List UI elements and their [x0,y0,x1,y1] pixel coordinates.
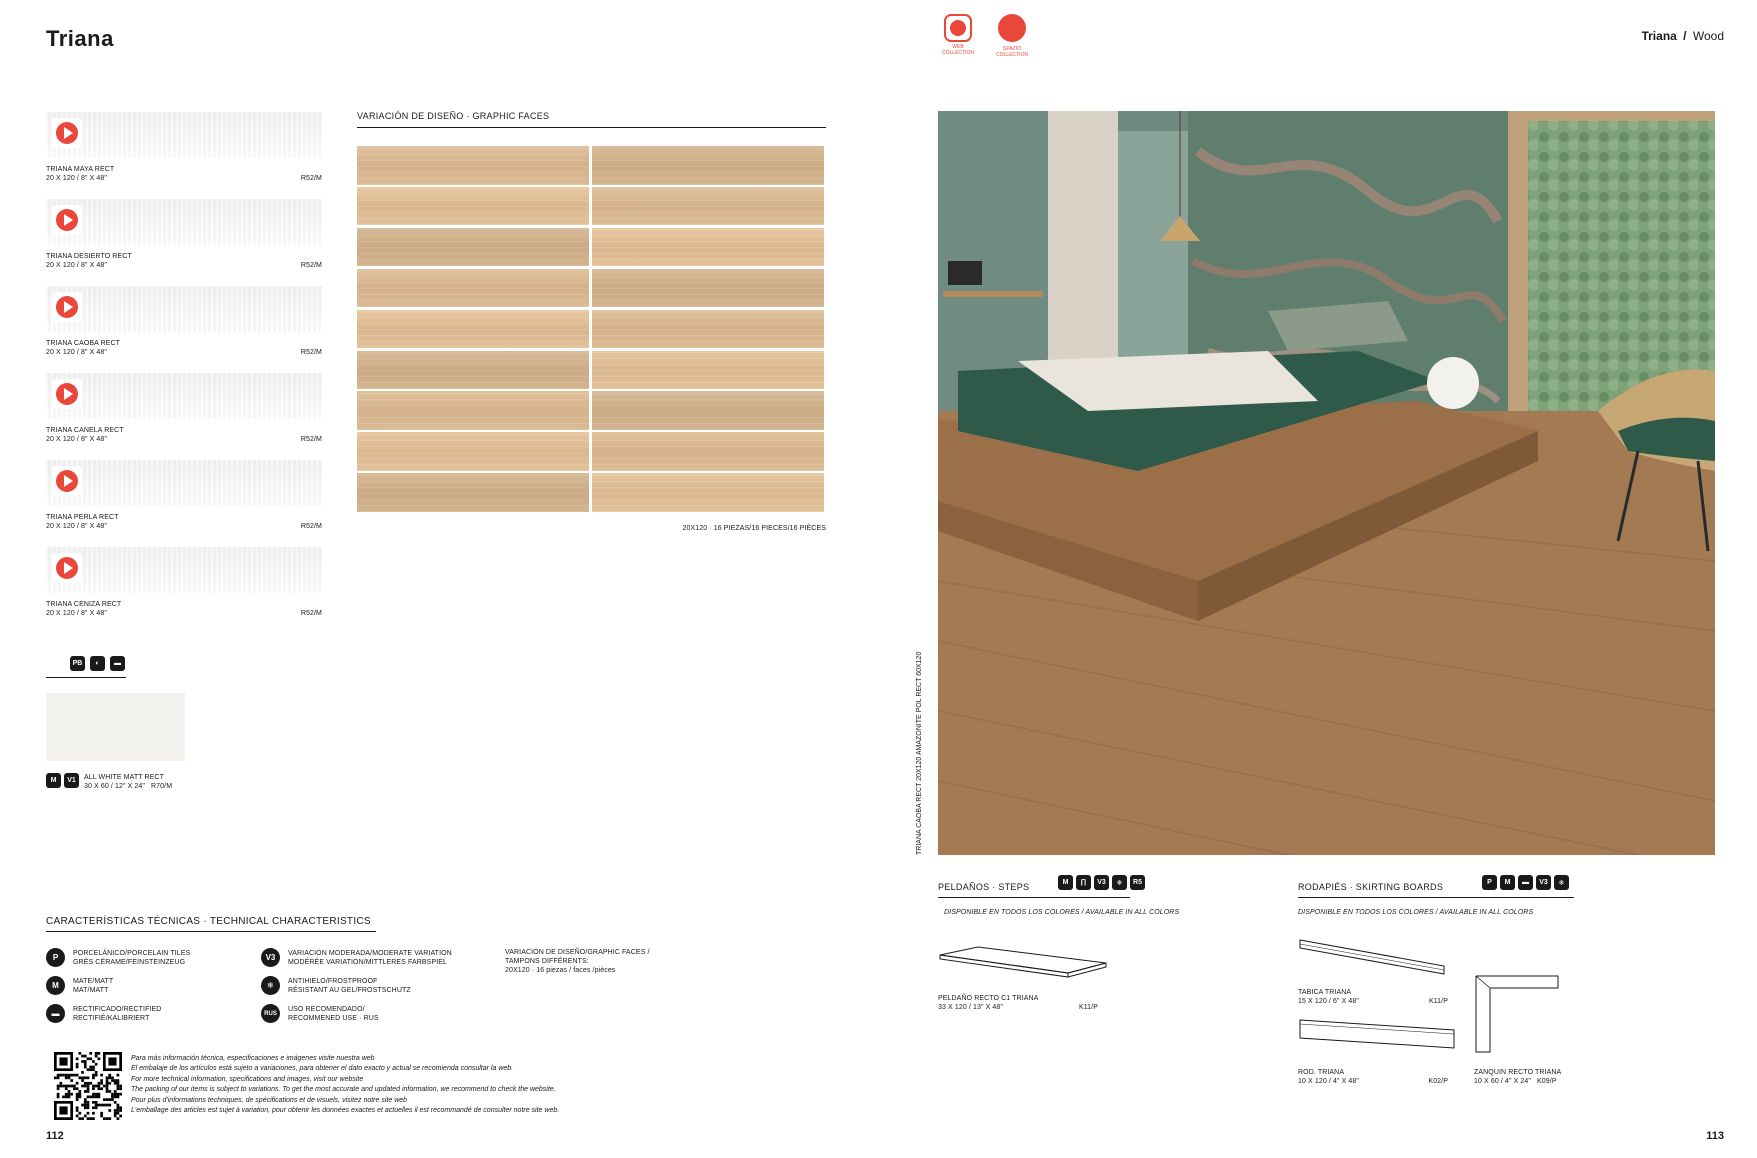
tile-list [46,112,324,634]
design-variation-caption: 20X120 · 16 PIEZAS/16 PIECES/16 PIÈCES [682,525,826,532]
breadcrumb-collection: Triana [1641,29,1677,43]
breadcrumb [1641,29,1724,43]
skirting-item-code: K11/P [1428,998,1448,1005]
tile-size: 20 X 120 / 8" X 48" [46,349,107,356]
tech-col-1 [46,948,256,1023]
white-tile-swatch [46,693,185,761]
tech-item-line1: MATE/MATT [73,977,114,985]
tech-col-2 [261,948,491,1023]
glaze-icon: ◐ [90,656,105,671]
page-title: Triana [46,26,114,51]
room-illustration [938,111,1715,855]
plank-face [357,269,589,308]
skirting-item-size: 10 X 120 / 4" X 48" [1298,1078,1359,1085]
breadcrumb-category: Wood [1692,29,1724,43]
tile-item [46,460,324,547]
tile-swatch [46,286,322,332]
zanquin-drawing [1474,974,1560,1054]
tech-item-line2: MODÉRÉE VARIATION/MITTLERES FARBSPIEL [288,958,448,966]
wall-icons-rule [46,677,126,678]
tile-size: 20 X 120 / 8" X 48" [46,175,107,182]
tile-name: TRIANA DESIERTO RECT [46,253,132,260]
plank-face [357,228,589,267]
info-line: Para más información técnica, especificaciones e imágenes visite nuestra web [131,1055,375,1062]
tech-item-line1: ANTIHIELO/FROSTPROOF [288,977,378,985]
logo-label: SPAZIO [1003,46,1021,52]
skirting-item-code: K09/P [1537,1078,1557,1085]
skirting-item [1474,1068,1584,1086]
wall-tile-name: ALL WHITE MATT RECT [84,774,164,781]
rectified-icon: ▬ [46,1004,65,1023]
page-number-left: 112 [46,1130,64,1142]
r5-badge: R5 [1130,875,1145,890]
variation-note [505,948,675,975]
steps-heading: PELDAÑOS · STEPS [938,882,1030,892]
right-page [878,0,1757,1158]
tile-code: R52/M [300,349,322,356]
v1-badge: V1 [64,773,79,788]
tech-item-line1: USO RECOMENDADO/ [288,1005,365,1013]
porcelain-badge: P [1482,875,1497,890]
step-item-size: 33 X 120 / 13" X 48" [938,1004,1003,1011]
tile-size: 20 X 120 / 8" X 48" [46,610,107,617]
tile-item [46,112,324,199]
skirting-item-name: ZANQUIN RECTO TRIANA [1474,1069,1562,1076]
wall-tile-size: 30 X 60 / 12" X 24" [84,783,145,790]
web-collection-logo [940,14,976,56]
wall-tile-icons [70,656,128,671]
skirting-heading: RODAPIÉS · SKIRTING BOARDS [1298,882,1444,892]
tile-code: R52/M [300,175,322,182]
skirting-item-size: 15 X 120 / 6" X 48" [1298,998,1359,1005]
tile-size: 20 X 120 / 8" X 48" [46,262,107,269]
plank-face [592,473,824,512]
play-video-button[interactable] [52,292,82,322]
pb-icon: PB [70,656,85,671]
step-item-code: K11/P [1078,1004,1098,1011]
plank-face [592,432,824,471]
play-icon [56,296,78,318]
tile-name: TRIANA PERLA RECT [46,514,119,521]
frostproof-icon: ❄ [261,976,280,995]
plank-face [592,228,824,267]
play-video-button[interactable] [52,118,82,148]
step-item [938,994,1098,1012]
tech-item-line1: RECTIFICADO/RECTIFIED [73,1005,162,1013]
tile-item [46,199,324,286]
tech-item [46,948,256,967]
play-icon [56,209,78,231]
tech-item [261,1004,491,1023]
tile-size: 20 X 120 / 8" X 48" [46,436,107,443]
variation-note-line: VARIACIÓN DE DISEÑO/GRAPHIC FACES / [505,949,650,956]
tech-item [261,948,491,967]
tile-item [46,373,324,460]
tile-swatch [46,547,322,593]
tech-item-line2: RÉSISTANT AU GEL/FROSTSCHUTZ [288,986,411,994]
rodapie-drawing [1298,1018,1458,1054]
tech-item [46,1004,256,1023]
info-line: El embalaje de los artículos está sujeto a variaciones, para obtener el dato exacto y actual se recomienda consultar la web. [131,1064,514,1072]
v3-badge: V3 [1536,875,1551,890]
tech-rule [46,931,376,932]
skirting-badges [1482,875,1572,890]
frostproof-icon: ❄ [1112,875,1127,890]
plank-face [592,146,824,185]
frostproof-icon: ❄ [1554,875,1569,890]
info-line: For more technical information, specifications and images, visit our website [131,1076,364,1084]
tech-item-line1: VARIACIÓN MODERADA/MODERATE VARIATION [288,949,452,957]
tech-item-line2: RECOMMENED USE · RUS [288,1014,379,1022]
tech-item-line2: MAT/MATT [73,986,109,994]
tabica-drawing [1298,938,1448,978]
tile-swatch [46,460,322,506]
step-drawing [938,945,1108,979]
steps-rule [938,897,1130,898]
variation-note-line: TAMPONS DIFFÉRENTS: [505,958,589,965]
tech-item-line2: RECTIFIÉ/KALIBRIERT [73,1014,150,1022]
plank-face [357,310,589,349]
page-number-right: 113 [1706,1130,1724,1142]
plank-face [357,391,589,430]
tile-swatch [46,199,322,245]
skirting-item-size: 10 X 60 / 4" X 24" [1474,1078,1531,1085]
play-video-button[interactable] [52,205,82,235]
skirting-availability: DISPONIBLE EN TODOS LOS COLORES / AVAILABLE IN ALL COLORS [1298,909,1534,916]
step-item-name: PELDAÑO RECTO C1 TRIANA [938,995,1039,1002]
tile-code: R52/M [300,523,322,530]
tile-swatch [46,373,322,419]
plank-face [357,432,589,471]
info-line: The packing of our items is subject to variations. To get the most accurate and updated information, we recommend to check the website. [131,1085,556,1093]
wall-tile-info [46,773,172,791]
variation-icon: V3 [261,948,280,967]
skirting-item-code: K02/P [1428,1078,1448,1085]
matt-badge: M [1500,875,1515,890]
steps-availability: DISPONIBLE EN TODOS LOS COLORES / AVAILABLE IN ALL COLORS [944,909,1180,916]
plank-face [592,310,824,349]
play-icon [56,122,78,144]
plank-face [592,269,824,308]
tile-name: TRIANA MAYA RECT [46,166,115,173]
plank-face [357,473,589,512]
v3-badge: V3 [1094,875,1109,890]
tech-item-line2: GRÈS CÉRAME/FEINSTEINZEUG [73,958,186,966]
logo-label: COLLECTION [942,50,974,56]
tile-swatch [46,112,322,158]
photo-caption: TRIANA CAOBA RECT 20X120 AMAZONITE POL RECT 60X120 [916,651,923,855]
tile-code: R52/M [300,610,322,617]
wall-tile-code: R70/M [151,783,173,790]
design-variation-heading: VARIACIÓN DE DISEÑO · GRAPHIC FACES [357,111,550,121]
plank-face [357,187,589,226]
plank-face [592,351,824,390]
matt-badge: M [46,773,61,788]
matt-icon: M [46,976,65,995]
plank-face [357,146,589,185]
plank-face [357,351,589,390]
steps-badges [1058,875,1148,890]
plank-face [592,187,824,226]
info-line: Pour plus d'informations techniques, de spécifications et de visuels, visitez notre site web [131,1097,408,1105]
tile-code: R52/M [300,262,322,269]
tile-code: R52/M [300,436,322,443]
skirting-rule [1298,897,1574,898]
globe-icon [950,20,966,36]
tile-item [46,547,324,634]
tech-heading: CARACTERÍSTICAS TÉCNICAS · TECHNICAL CHARACTERISTICS [46,916,371,927]
room-photo [938,111,1715,855]
porcelain-icon: P [46,948,65,967]
tech-item-line1: PORCELÁNICO/PORCELAIN TILES [73,949,191,957]
logo-label: COLLECTION [996,52,1028,58]
play-video-button[interactable] [52,379,82,409]
step-profile-icon: ∏ [1076,875,1091,890]
play-icon [56,557,78,579]
tile-name: TRIANA CANELA RECT [46,427,124,434]
play-video-button[interactable] [52,553,82,583]
skirting-item [1298,988,1448,1006]
skirting-item-name: TABICA TRIANA [1298,989,1352,996]
tech-item [46,976,256,995]
recommended-use-icon: RUS [261,1004,280,1023]
play-icon [56,383,78,405]
tile-size: 20 X 120 / 8" X 48" [46,523,107,530]
design-variation-rule [357,127,826,128]
play-icon [56,470,78,492]
plank-face [592,391,824,430]
spazio-collection-logo [994,14,1030,58]
info-line: L'emballage des articles est sujet à variation, pour obtenir les données exactes et actuelles il est recommandé de consulter notre site web. [131,1106,560,1114]
left-page [0,0,878,1158]
tile-name: TRIANA CAOBA RECT [46,340,121,347]
tile-name: TRIANA CENIZA RECT [46,601,122,608]
logo-label: WEB [952,44,964,50]
tile-item [46,286,324,373]
skirting-item-name: ROD. TRIANA [1298,1069,1345,1076]
matt-badge: M [1058,875,1073,890]
breadcrumb-separator: / [1683,29,1687,43]
rectified-icon: ▬ [1518,875,1533,890]
play-video-button[interactable] [52,466,82,496]
rectified-icon: ▬ [110,656,125,671]
qr-code[interactable] [54,1052,122,1120]
skirting-item [1298,1068,1448,1086]
variation-note-line: 20X120 · 16 piezas / faces /pièces [505,967,616,974]
website-info [131,1054,691,1116]
tech-item [261,976,491,995]
graphic-faces-grid [357,146,826,513]
